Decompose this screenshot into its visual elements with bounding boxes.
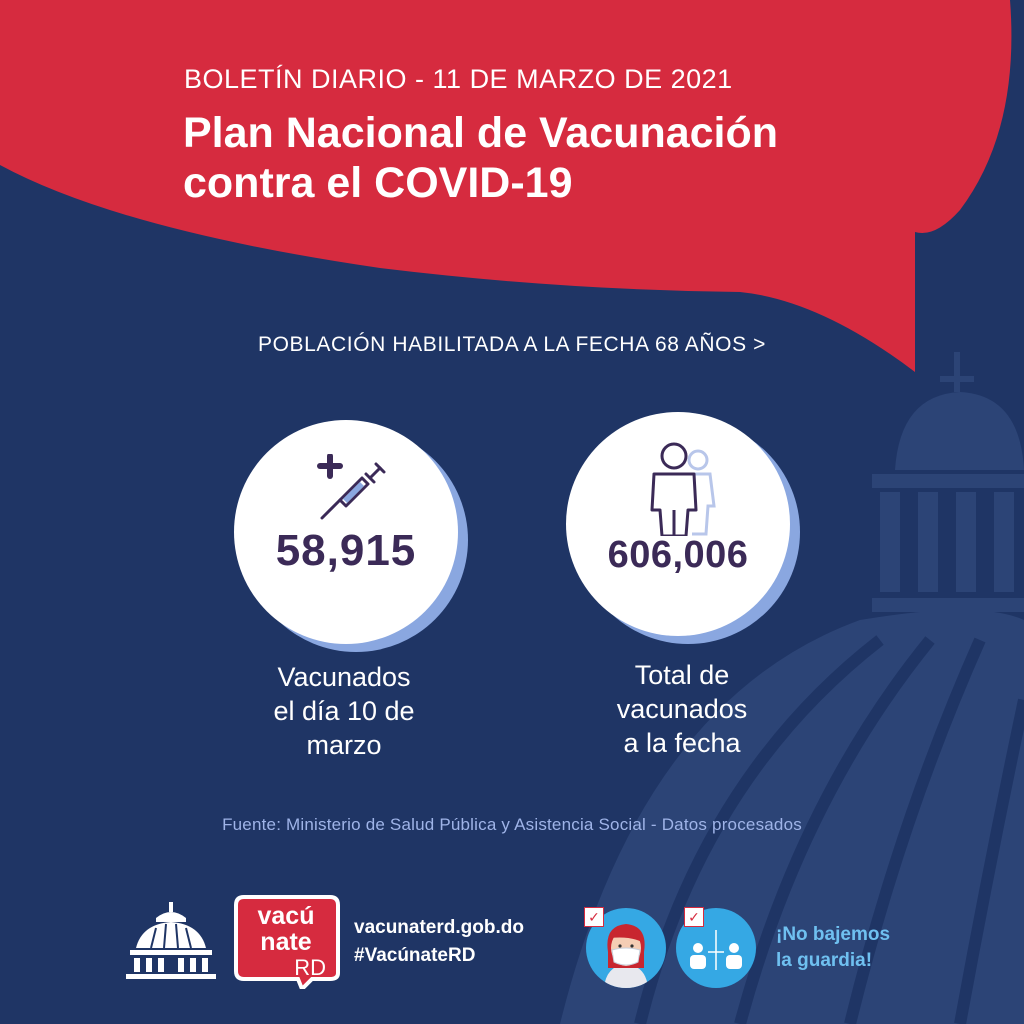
slogan xyxy=(776,922,890,974)
slogan-line: ¡No bajemos xyxy=(776,924,891,945)
label-line: vacunados xyxy=(616,694,748,724)
hashtag: #VacúnateRD xyxy=(354,945,476,966)
label-line: Vacunados xyxy=(277,662,411,692)
label-line: Total de xyxy=(634,660,730,690)
slogan-line: la guardia! xyxy=(776,950,873,971)
logo-line: RD xyxy=(294,955,326,980)
checkmark-icon: ✓ xyxy=(584,907,604,927)
checkmark-icon: ✓ xyxy=(684,907,704,927)
daily-vaccinated-label xyxy=(214,660,474,762)
page-title xyxy=(183,108,903,208)
logo-line: vacú xyxy=(257,902,315,930)
total-vaccinated-label xyxy=(552,658,812,760)
bulletin-date: BOLETÍN DIARIO - 11 DE MARZO DE 2021 xyxy=(184,64,733,94)
label-line: el día 10 de xyxy=(273,696,415,726)
label-line: marzo xyxy=(306,730,382,760)
stat-circle-daily xyxy=(234,420,458,644)
total-vaccinated-value: 606,006 xyxy=(607,534,749,576)
source-note: Fuente: Ministerio de Salud Pública y Asistencia Social - Datos procesados xyxy=(222,815,802,834)
daily-vaccinated-value: 58,915 xyxy=(275,526,417,575)
people-icon xyxy=(646,440,718,536)
vacunate-rd-logo xyxy=(232,893,342,994)
title-line-2: contra el COVID-19 xyxy=(183,159,573,207)
footer-links xyxy=(354,914,524,970)
stat-circle-total xyxy=(566,412,790,636)
logo-line: nate xyxy=(260,928,312,956)
syringe-icon xyxy=(316,454,386,520)
label-line: a la fecha xyxy=(623,728,741,758)
title-line-1: Plan Nacional de Vacunación xyxy=(183,109,779,157)
vacunate-logo-text xyxy=(232,903,340,981)
website-link[interactable]: vacunaterd.gob.do xyxy=(354,917,524,938)
eligibility-text: POBLACIÓN HABILITADA A LA FECHA 68 AÑOS > xyxy=(258,333,766,356)
government-dome-logo xyxy=(126,900,216,980)
